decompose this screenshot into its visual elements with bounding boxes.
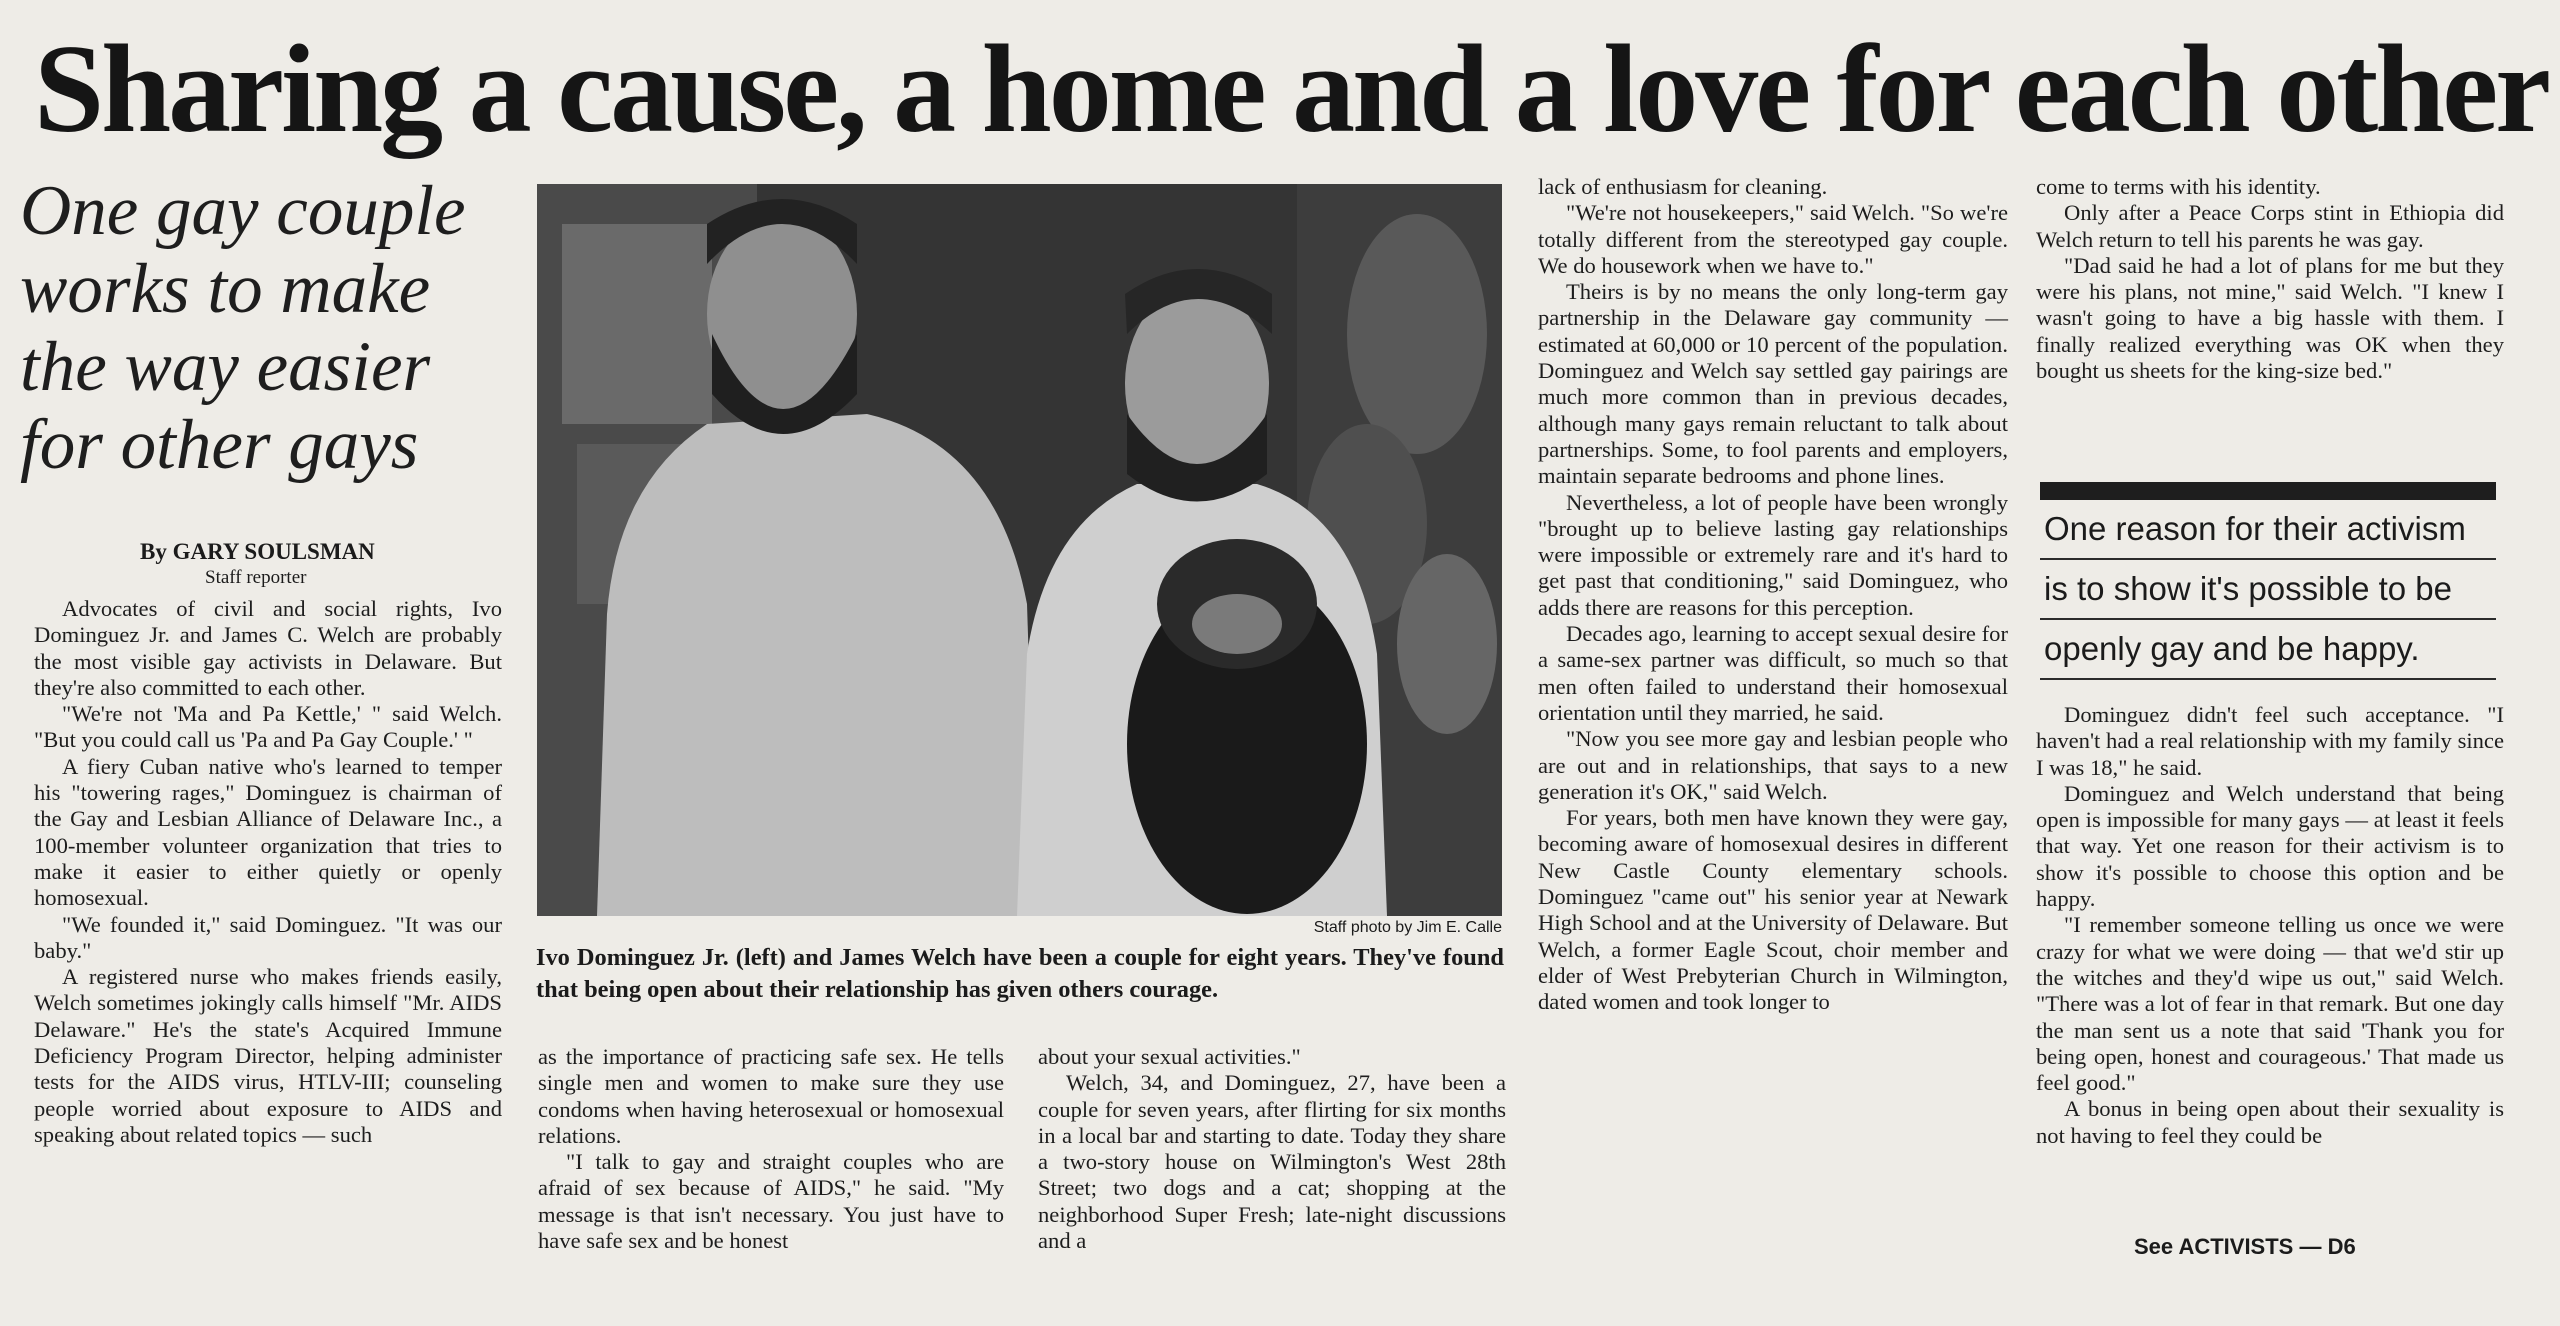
paragraph: "We're not 'Ma and Pa Kettle,' " said Welch. "But you could call us 'Pa and Pa Gay Couple.' " [34,701,502,753]
jump-line: See ACTIVISTS — D6 [2134,1234,2356,1259]
pullquote-rule [2040,482,2496,500]
pullquote-line: openly gay and be happy. [2040,620,2496,680]
paragraph: Dominguez and Welch understand that being open is impossible for many gays — at least it feels that way. Yet one reason for their activism is to show it's possible to choose this option and be happy. [2036,780,2504,912]
paragraph: A registered nurse who makes friends easily, Welch sometimes jokingly calls himself "Mr. AIDS Delaware." He's the state's Acquired Immune Deficiency Program Director, helping administer tests for the AIDS virus, HTLV-III; counseling people worried about exposure to AIDS and speaking about related topics — such [34,964,502,1147]
article-column-3 [1038,1044,1506,1254]
article-column-4 [1538,174,2008,1016]
paragraph: Dominguez didn't feel such acceptance. "I haven't had a real relationship with my family since I was 18," he said. [2036,702,2504,780]
deck-subheadline: One gay couple works to make the way easier for other gays [20,172,466,484]
paragraph: A bonus in being open about their sexuality is not having to feel they could be [2036,1096,2504,1148]
paragraph: Decades ago, learning to accept sexual desire for a same-sex partner was difficult, so much so that men often failed to understand their homosexual orientation until they married, he said. [1538,621,2008,725]
article-column-1 [34,596,502,1148]
headline: Sharing a cause, a home and a love for each other [34,20,2549,159]
pullquote-line: is to show it's possible to be [2040,560,2496,620]
photo-caption: Ivo Dominguez Jr. (left) and James Welch have been a couple for eight years. They've found that being open about their relationship has given others courage. [536,944,1504,1003]
byline-title: Staff reporter [205,567,307,588]
couple-photo [537,184,1502,916]
paragraph: come to terms with his identity. [2036,174,2321,199]
paragraph: about your sexual activities." [1038,1044,1301,1069]
paragraph: "I talk to gay and straight couples who are afraid of sex because of AIDS," he said. "My message is that isn't necessary. You just have to have safe sex and be honest [538,1149,1004,1254]
paragraph: as the importance of practicing safe sex. He tells single men and women to make sure they use condoms when having heterosexual or homosexual relations. [538,1044,1004,1148]
paragraph: Advocates of civil and social rights, Ivo Dominguez Jr. and James C. Welch are probably the most visible gay activists in Delaware. But they're also committed to each other. [34,596,502,700]
paragraph: "Now you see more gay and lesbian people who are out and in relationships, that says to a new generation it's OK," said Welch. [1538,726,2008,804]
paragraph: Only after a Peace Corps stint in Ethiopia did Welch return to tell his parents he was gay. [2036,200,2504,252]
paragraph: "Dad said he had a lot of plans for me but they were his plans, not mine," said Welch. "I knew I wasn't going to have a big hassle with them. I finally realized everything was OK when they bought us sheets for the king-size bed." [2036,252,2504,384]
pullquote-line: One reason for their activism [2040,500,2496,560]
paragraph: Nevertheless, a lot of people have been wrongly "brought up to believe lasting gay relationships were impossible or extremely rare and it's hard to get past that conditioning," said Dominguez, who adds there are reasons for this perception. [1538,489,2008,620]
pullquote [2040,500,2496,680]
article-column-5 [2036,174,2504,384]
photo-credit: Staff photo by Jim E. Calle [1313,919,1502,936]
byline: By GARY SOULSMAN [140,539,375,564]
paragraph: A fiery Cuban native who's learned to temper his "towering rages," Dominguez is chairman of the Gay and Lesbian Alliance of Delaware Inc., a 100-member volunteer organization that tries to make it easier to either quietly or openly homosexual. [34,753,502,911]
paragraph: Welch, 34, and Dominguez, 27, have been a couple for seven years, after flirting for six months in a local bar and starting to date. Today they share a two-story house on Wilmington's West 28th Street; two dogs and a cat; shopping at the neighborhood Super Fresh; late-night discussions and a [1038,1070,1506,1254]
paragraph: For years, both men have known they were gay, becoming aware of homosexual desires in different New Castle County elementary schools. Dominguez "came out" his senior year at Newark High School and at the University of Delaware. But Welch, a former Eagle Scout, choir member and elder of West Prebyterian Church in Wilmington, dated women and took longer to [1538,805,2008,1015]
paragraph: lack of enthusiasm for cleaning. [1538,174,1828,199]
paragraph: Theirs is by no means the only long-term gay partnership in the Delaware gay community — estimated at 60,000 or 10 percent of the population. Dominguez and Welch say settled gay pairings are much more common than in previous decades, although many gays remain reluctant to talk about partnerships. Some, to fool parents and employers, maintain separate bedrooms and phone lines. [1538,279,2008,489]
article-column-2 [538,1044,1004,1254]
paragraph: "We founded it," said Dominguez. "It was our baby." [34,911,502,963]
article-column-5-continued [2036,702,2504,1149]
paragraph: "We're not housekeepers," said Welch. "So we're totally different from the stereotyped gay couple. We do housework when we have to." [1538,200,2008,278]
paragraph: "I remember someone telling us once we were crazy for what we were doing — that we'd stir up the witches and they'd wipe us out," said Welch. "There was a lot of fear in that remark. But one day the man sent us a note that said 'Thank you for being open, honest and courageous.' That made us feel good." [2036,912,2504,1096]
